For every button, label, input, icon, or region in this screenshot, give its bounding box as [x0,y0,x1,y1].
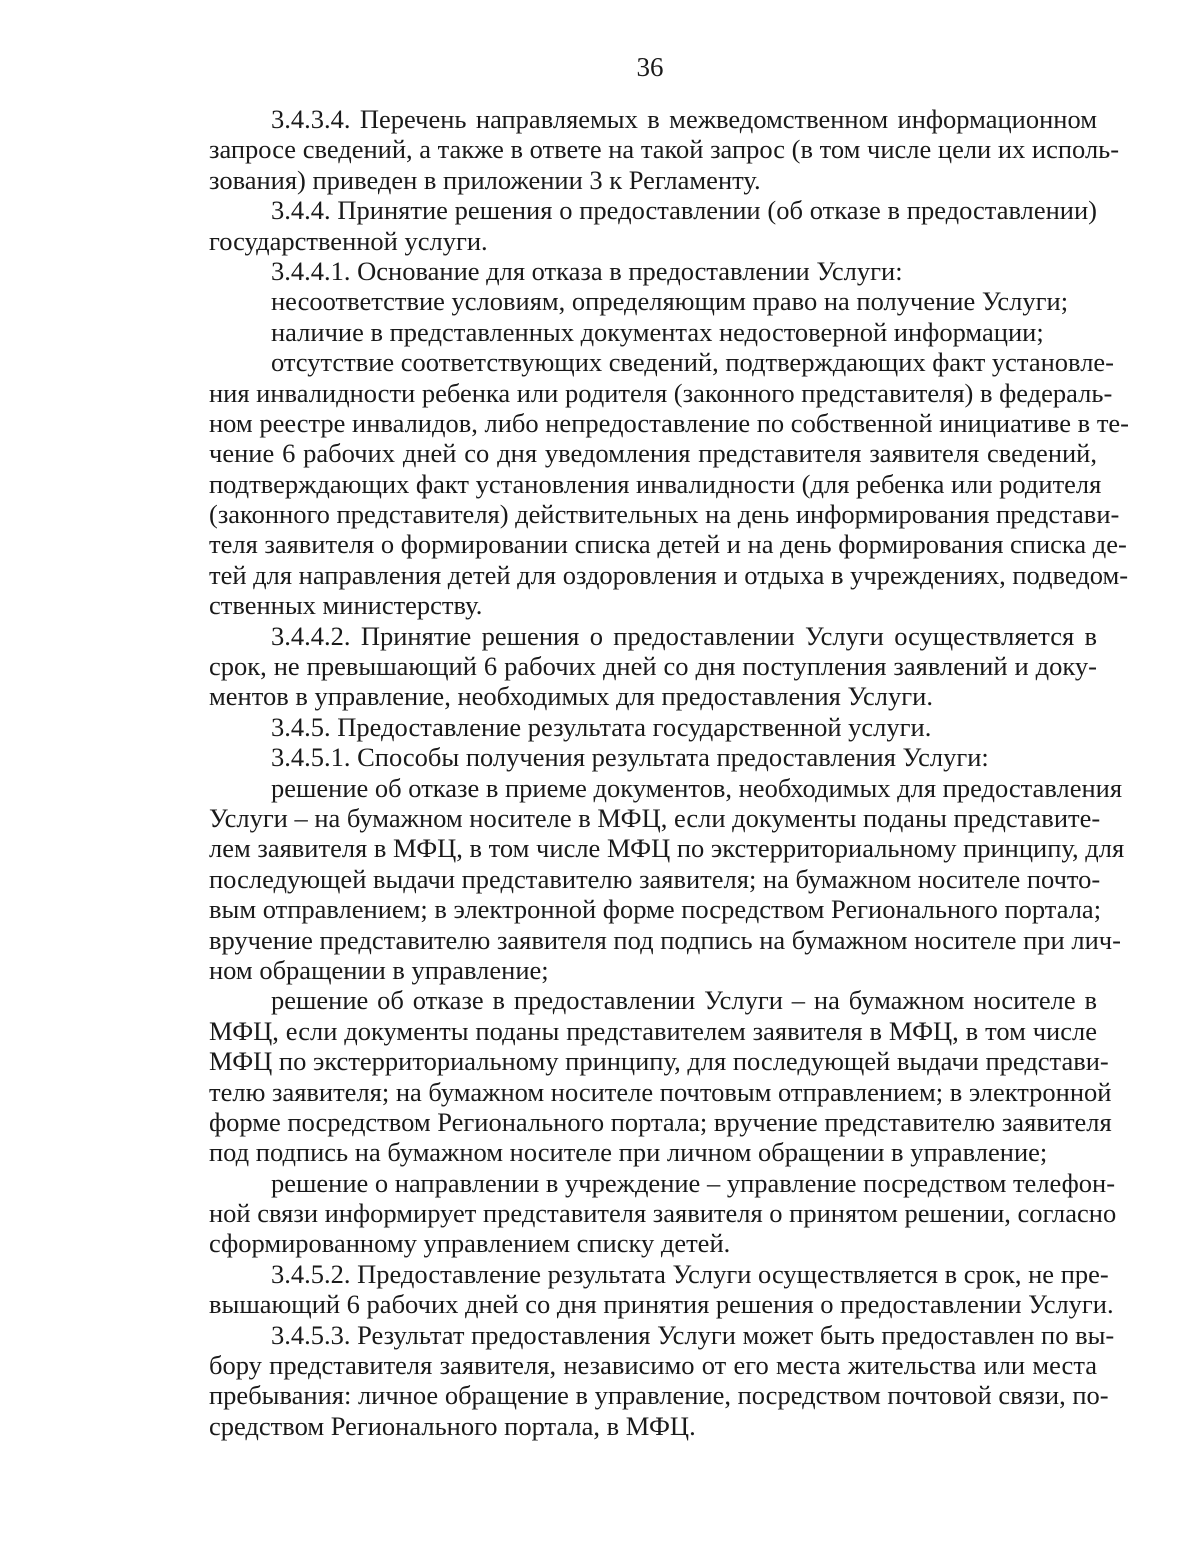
text-line: пребывания: личное обращение в управление, посредством почтовой связи, по- [209,1380,1109,1411]
text-line: 3.4.4. Принятие решения о предоставлении (об отказе в предоставлении) [271,195,1097,226]
paragraph [209,1319,1115,1442]
text-line: вышающий 6 рабочих дней со дня принятия решения о предоставлении Услуги. [209,1289,1114,1320]
text-line: 3.4.5.2. Предоставление результата Услуги осуществляется в срок, не пре- [271,1258,1109,1289]
text-line: 3.4.4.1. Основание для отказа в предоставлении Услуги: [271,255,903,286]
text-line: лем заявителя в МФЦ, в том числе МФЦ по экстерриториальному принципу, для [209,833,1125,864]
paragraph [209,256,1097,286]
text-line: зования) приведен в приложении 3 к Регламенту. [209,164,761,195]
paragraph [209,347,1129,621]
text-line: запросе сведений, а также в ответе на такой запрос (в том числе цели их исполь- [209,134,1120,165]
text-line: ния инвалидности ребенка или родителя (законного представителя) в федераль- [209,377,1113,408]
paragraph [209,195,1097,256]
text-line: телю заявителя; на бумажном носителе почтовым отправлением; в электронной [209,1076,1112,1107]
paragraph [209,1167,1117,1259]
text-line: 3.4.3.4. Перечень направляемых в межведомственном информационном [271,104,1097,134]
text-line: тей для направления детей для оздоровления и отдыха в учреждениях, подведом- [209,559,1129,590]
text-line: МФЦ, если документы поданы представителем заявителя в МФЦ, в том числе [209,1015,1097,1046]
text-line: несоответствие условиям, определяющим право на получение Услуги; [271,286,1069,317]
text-line: государственной услуги. [209,225,488,256]
text-line: средством Регионального портала, в МФЦ. [209,1410,696,1441]
text-line: 3.4.4.2. Принятие решения о предоставлении Услуги осуществляется в [271,620,1097,651]
text-line: решение об отказе в приеме документов, необходимых для предоставления [271,772,1123,803]
text-line: бору представителя заявителя, независимо от его места жительства или места [209,1350,1097,1381]
text-line: ном реестре инвалидов, либо непредоставление по собственной инициативе в те- [209,407,1129,438]
text-line: решение о направлении в учреждение – управление посредством телефон- [271,1167,1116,1198]
page-number: 36 [636,52,664,82]
paragraph [209,742,1097,772]
text-line: форме посредством Регионального портала; вручение представителю заявителя [209,1106,1112,1137]
text-line: под подпись на бумажном носителе при личном обращении в управление; [209,1137,1048,1168]
text-line: вым отправлением; в электронной форме посредством Регионального портала; [209,894,1102,925]
text-line: подтверждающих факт установления инвалидности (для ребенка или родителя [209,468,1102,499]
text-line: сформированному управлением списку детей. [209,1228,731,1259]
text-line: вручение представителю заявителя под подпись на бумажном носителе при лич- [209,924,1121,955]
text-line: решение об отказе в предоставлении Услуги – на бумажном носителе в [271,985,1097,1016]
text-line: (законного представителя) действительных на день информирования представи- [209,499,1120,530]
paragraph [209,286,1097,316]
document-body [209,104,1129,1441]
paragraph [209,772,1125,986]
text-line: 3.4.5.1. Способы получения результата предоставления Услуги: [271,742,989,773]
text-line: ном обращении в управление; [209,954,549,985]
paragraph [209,104,1120,195]
text-line: наличие в представленных документах недостоверной информации; [271,316,1044,347]
text-line: последующей выдачи представителю заявителя; на бумажном носителе почто- [209,863,1101,894]
text-line: ственных министерству. [209,590,483,621]
paragraph [209,621,1097,712]
text-line: чение 6 рабочих дней со дня уведомления представителя заявителя сведений, [209,438,1097,469]
text-line: ной связи информирует представителя заявителя о принятом решении, согласно [209,1198,1117,1229]
paragraph [209,317,1097,347]
paragraph [209,1258,1114,1320]
paragraph [209,985,1112,1168]
text-line: МФЦ по экстерриториальному принципу, для последующей выдачи представи- [209,1046,1109,1077]
text-line: Услуги – на бумажном носителе в МФЦ, если документы поданы представите- [209,802,1101,833]
text-line: отсутствие соответствующих сведений, подтверждающих факт установле- [271,347,1115,378]
text-line: ментов в управление, необходимых для предоставления Услуги. [209,681,933,712]
text-line: срок, не превышающий 6 рабочих дней со дня поступления заявлений и доку- [209,651,1097,682]
text-line: 3.4.5. Предоставление результата государственной услуги. [271,711,932,742]
paragraph [209,712,1097,742]
text-line: теля заявителя о формировании списка детей и на день формирования списка де- [209,529,1127,560]
text-line: 3.4.5.3. Результат предоставления Услуги может быть предоставлен по вы- [271,1319,1115,1350]
